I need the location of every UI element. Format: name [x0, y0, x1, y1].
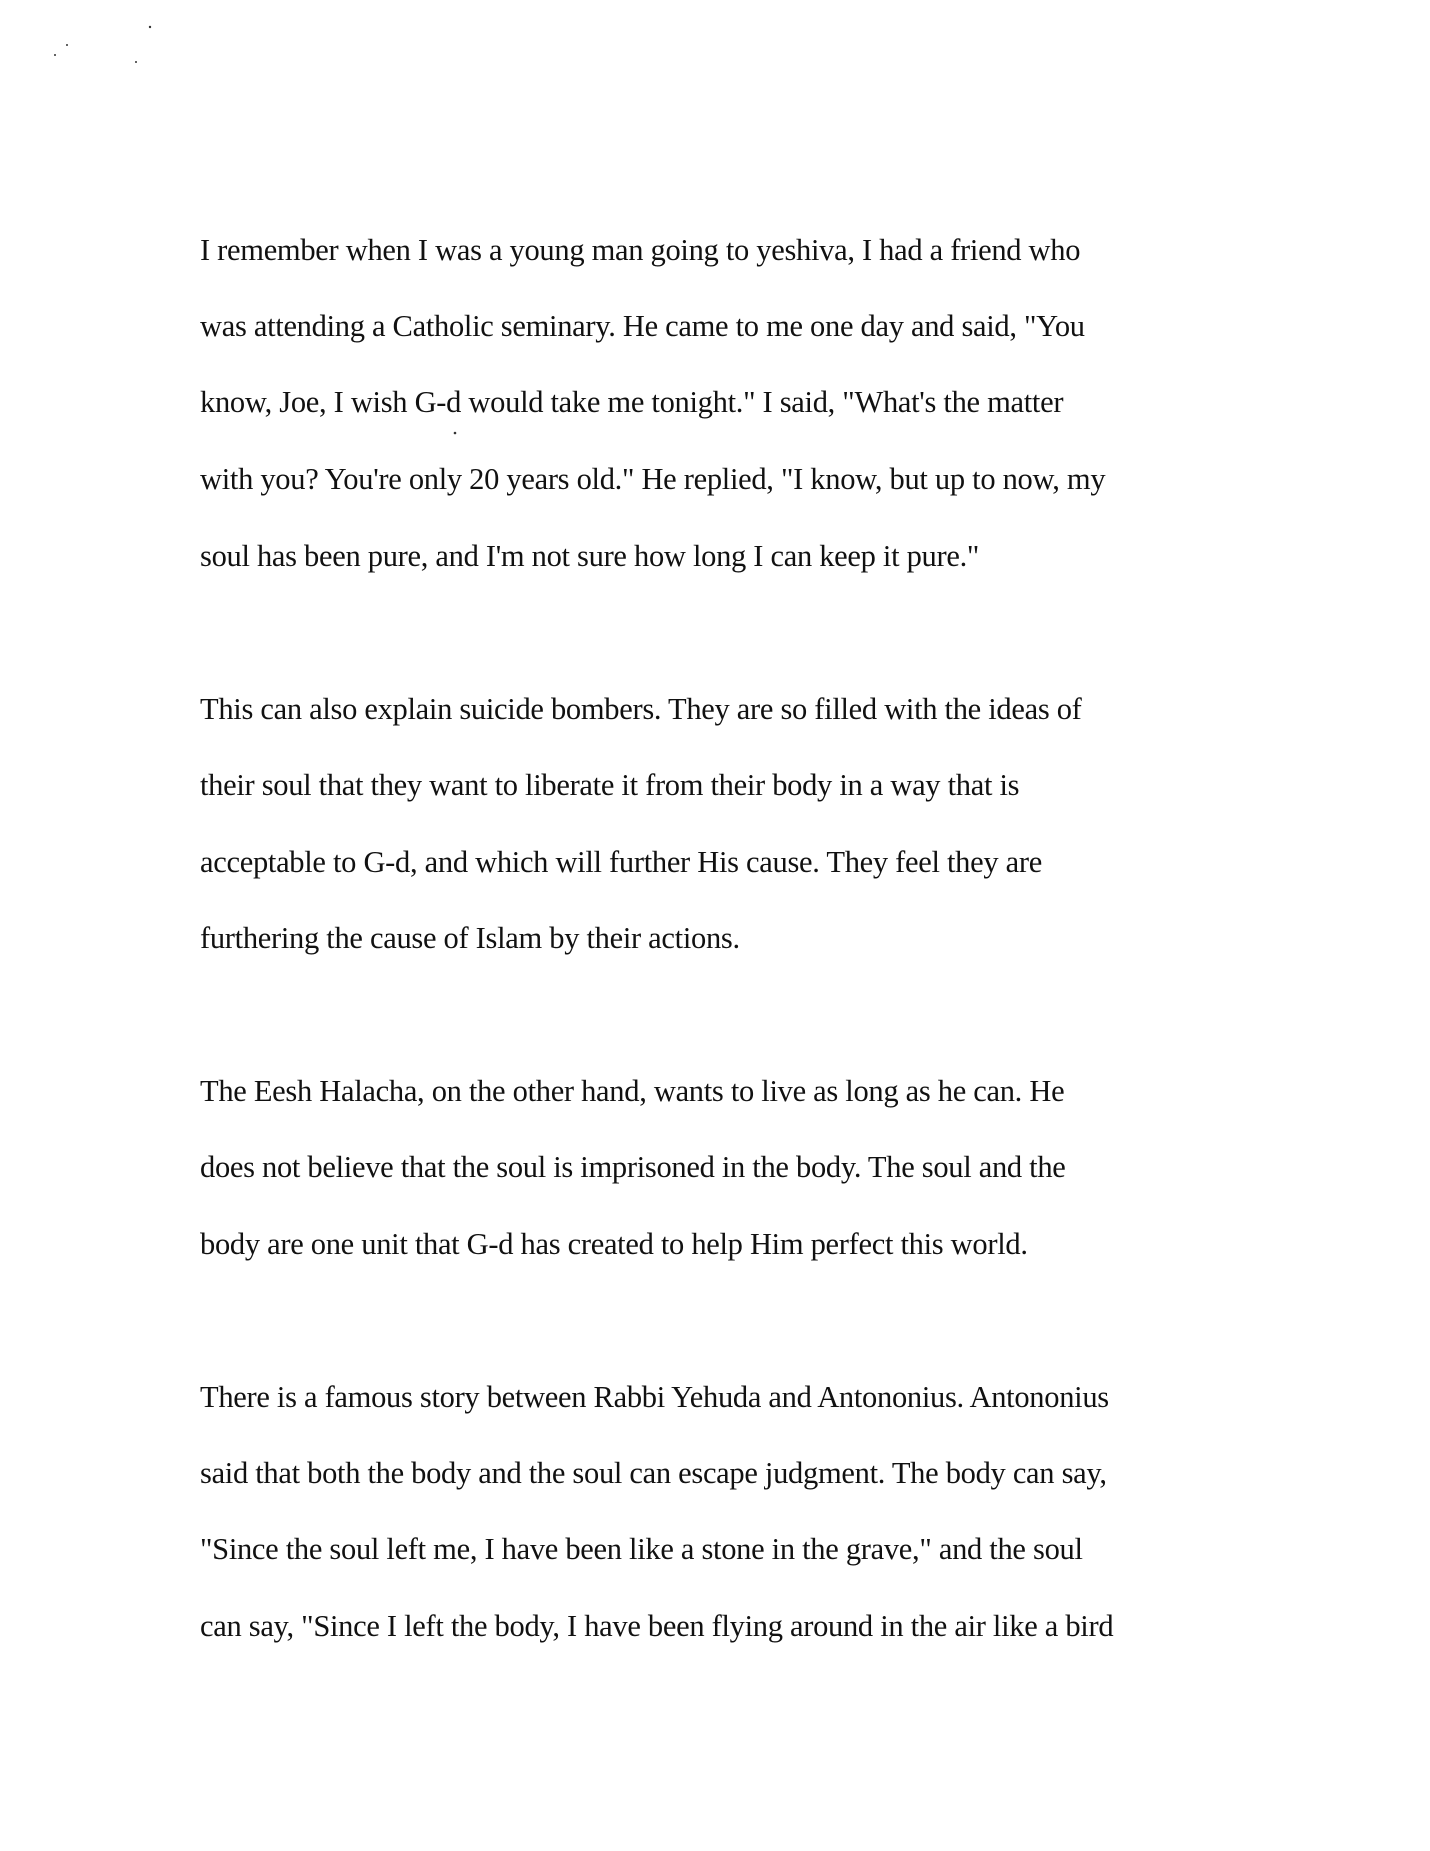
paragraph-4-line-4: can say, "Since I left the body, I have been flying around in the air like a bird: [200, 1609, 1114, 1643]
scan-speck: [149, 26, 151, 28]
paragraph-1-line-3: know, Joe, I wish G-d would take me tonight." I said, "What's the matter: [200, 385, 1064, 419]
paragraph-1-line-5: soul has been pure, and I'm not sure how long I can keep it pure.": [200, 539, 980, 573]
scan-speck: [135, 61, 137, 63]
paragraph-1-line-1: I remember when I was a young man going to yeshiva, I had a friend who: [200, 233, 1081, 267]
paragraph-3-line-3: body are one unit that G-d has created to help Him perfect this world.: [200, 1227, 1028, 1261]
paragraph-2-line-4: furthering the cause of Islam by their actions.: [200, 921, 740, 955]
paragraph-1-line-4: with you? You're only 20 years old." He replied, "I know, but up to now, my: [200, 462, 1106, 496]
paragraph-1-line-2: was attending a Catholic seminary. He came to me one day and said, "You: [200, 309, 1085, 343]
paragraph-2-line-1: This can also explain suicide bombers. They are so filled with the ideas of: [200, 692, 1082, 726]
paragraph-4-line-1: There is a famous story between Rabbi Yehuda and Antononius. Antononius: [200, 1380, 1109, 1414]
scan-speck: [54, 54, 56, 56]
paragraph-3-line-1: The Eesh Halacha, on the other hand, wants to live as long as he can. He: [200, 1074, 1065, 1108]
paragraph-4-line-2: said that both the body and the soul can escape judgment. The body can say,: [200, 1456, 1107, 1490]
scan-speck: [66, 44, 68, 46]
paragraph-3-line-2: does not believe that the soul is imprisoned in the body. The soul and the: [200, 1150, 1066, 1184]
paragraph-2-line-3: acceptable to G-d, and which will further His cause. They feel they are: [200, 845, 1042, 879]
scan-speck: [454, 432, 457, 435]
paragraph-4-line-3: "Since the soul left me, I have been like a stone in the grave," and the soul: [200, 1532, 1083, 1566]
paragraph-2-line-2: their soul that they want to liberate it from their body in a way that is: [200, 768, 1020, 802]
